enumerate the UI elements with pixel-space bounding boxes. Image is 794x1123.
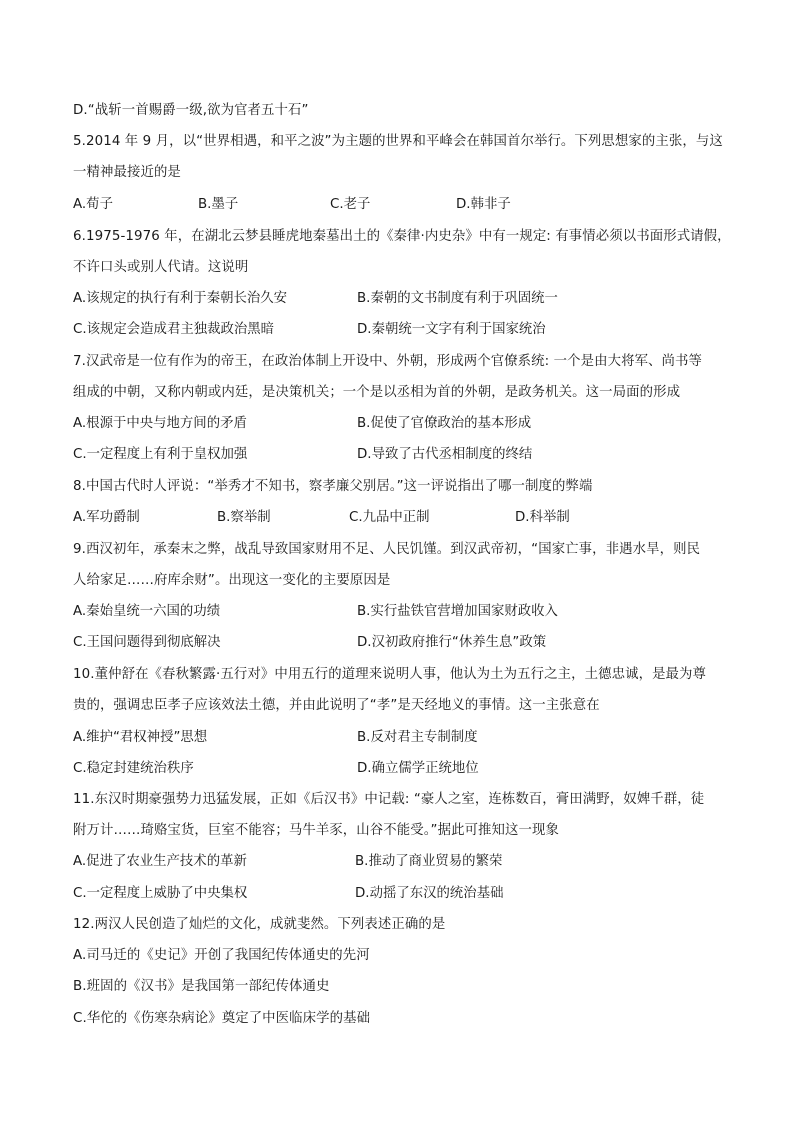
q6-option-a: A.该规定的执行有利于秦朝长治久安 [73, 291, 288, 306]
q6-option-b: B.秦朝的文书制度有利于巩固统一 [357, 291, 558, 306]
q9-option-a: A.秦始皇统一六国的功绩 [73, 604, 221, 619]
q7-option-b: B.促使了官僚政治的基本形成 [357, 416, 532, 431]
q11-option-d: D.动摇了东汉的统治基础 [355, 886, 504, 901]
q5-stem-line2: 一精神最接近的是 [73, 165, 181, 180]
q8-option-d: D.科举制 [515, 510, 570, 525]
q10-option-c: C.稳定封建统治秩序 [73, 761, 194, 776]
q10-stem-line2: 贵的，强调忠臣孝子应该效法土德，并由此说明了“孝”是天经地义的事情。这一主张意在 [73, 698, 600, 713]
q11-stem-line2: 附万计……琦赂宝货，巨室不能容；马牛羊豕，山谷不能受。”据此可推知这一现象 [73, 823, 559, 838]
q5-option-c: C.老子 [330, 197, 371, 212]
q5-option-d: D.韩非子 [456, 197, 511, 212]
q12-option-c: C.华佗的《伤寒杂病论》奠定了中医临床学的基础 [73, 1011, 371, 1026]
q9-option-b: B.实行盐铁官营增加国家财政收入 [357, 604, 558, 619]
q9-stem-line2: 人给家足……府库余财”。出现这一变化的主要原因是 [73, 573, 391, 588]
q4-option-d: D.“战斩一首赐爵一级,欲为官者五十石” [73, 103, 309, 118]
q7-option-a: A.根源于中央与地方间的矛盾 [73, 416, 247, 431]
q7-stem-line2: 组成的中朝，又称内朝或内廷，是决策机关；一个是以丞相为首的外朝，是政务机关。这一局面的形成 [73, 385, 681, 400]
q8-stem-line1: 8.中国古代时人评说：“举秀才不知书，察孝廉父别居。”这一评说指出了哪一制度的弊端 [73, 479, 593, 494]
q12-option-a: A.司马迁的《史记》开创了我国纪传体通史的先河 [73, 948, 370, 963]
q7-option-c: C.一定程度上有利于皇权加强 [73, 447, 248, 462]
q12-stem-line1: 12.两汉人民创造了灿烂的文化，成就斐然。下列表述正确的是 [73, 917, 446, 932]
q6-option-d: D.秦朝统一文字有利于国家统治 [357, 322, 546, 337]
q8-option-c: C.九品中正制 [349, 510, 430, 525]
q11-option-b: B.推动了商业贸易的繁荣 [355, 854, 503, 869]
q6-stem-line2: 不许口头或别人代请。这说明 [73, 260, 249, 275]
q12-option-b: B.班固的《汉书》是我国第一部纪传体通史 [73, 979, 330, 994]
q6-option-c: C.该规定会造成君主独裁政治黑暗 [73, 322, 275, 337]
q10-option-a: A.维护“君权神授”思想 [73, 730, 208, 745]
q5-option-a: A.荀子 [73, 197, 113, 212]
q6-stem-line1: 6.1975-1976 年，在湖北云梦县睡虎地秦墓出土的《秦律·内史杂》中有一规定: 有事情必须以书面形式请假， [73, 229, 731, 244]
q10-option-d: D.确立儒学正统地位 [357, 761, 479, 776]
q11-stem-line1: 11.东汉时期豪强势力迅猛发展，正如《后汉书》中记载: “豪人之室，连栋数百，膏田满野，奴婢千群，徒 [73, 792, 705, 807]
q9-option-d: D.汉初政府推行“休养生息”政策 [357, 635, 547, 650]
q5-option-b: B.墨子 [198, 197, 239, 212]
q8-option-b: B.察举制 [217, 510, 271, 525]
q9-stem-line1: 9.西汉初年，承秦末之弊，战乱导致国家财用不足、人民饥馑。到汉武帝初，“国家亡事，非遇水旱，则民 [73, 542, 701, 557]
q9-option-c: C.王国问题得到彻底解决 [73, 635, 221, 650]
q5-stem-line1: 5.2014 年 9 月，以“世界相遇，和平之波”为主题的世界和平峰会在韩国首尔举行。下列思想家的主张，与这 [73, 134, 723, 149]
q7-option-d: D.导致了古代丞相制度的终结 [357, 447, 533, 462]
q10-option-b: B.反对君主专制制度 [357, 730, 478, 745]
q11-option-a: A.促进了农业生产技术的革新 [73, 854, 247, 869]
q8-option-a: A.军功爵制 [73, 510, 140, 525]
q7-stem-line1: 7.汉武帝是一位有作为的帝王，在政治体制上开设中、外朝，形成两个官僚系统: 一个是由大将军、尚书等 [73, 354, 703, 369]
q11-option-c: C.一定程度上威胁了中央集权 [73, 886, 248, 901]
q10-stem-line1: 10.董仲舒在《春秋繁露·五行对》中用五行的道理来说明人事，他认为土为五行之主，土德忠诚，是最为尊 [73, 667, 707, 682]
